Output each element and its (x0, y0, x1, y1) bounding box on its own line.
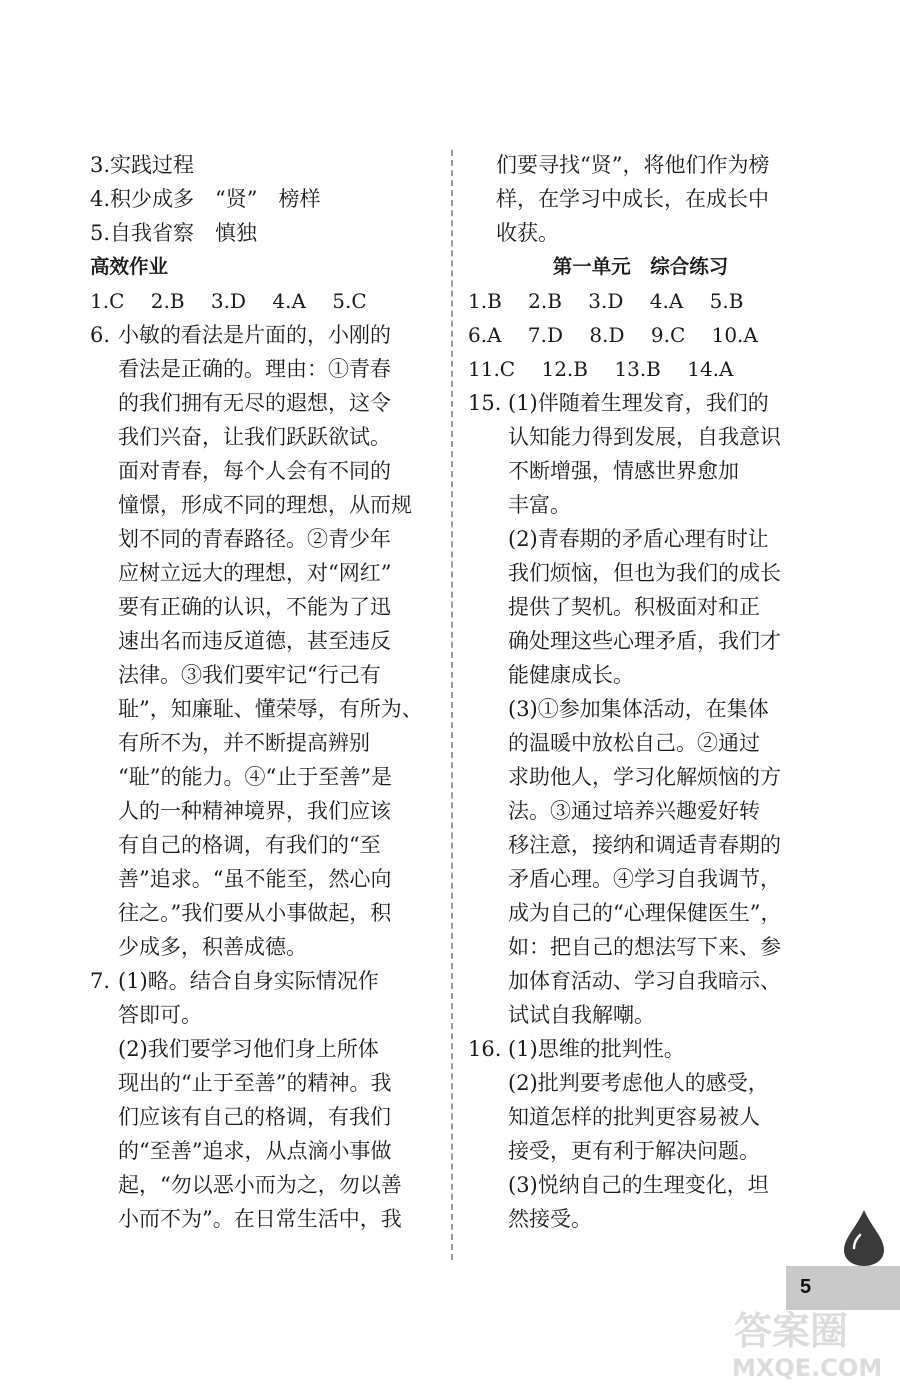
text-line: (2)我们要学习他们身上所体 (118, 1037, 379, 1061)
text-line: 的“至善”追求，从点滴小事做 (118, 1139, 392, 1163)
text-line: 耻”，知廉耻、懂荣辱，有所为、 (118, 697, 423, 721)
text-line: (3)悦纳自己的生理变化，坦 (508, 1173, 769, 1197)
text-line: (1)伴随着生理发育，我们的 (508, 391, 769, 415)
text-line: 接受，更有利于解决问题。 (508, 1139, 760, 1163)
text-line: 知道怎样的批判更容易被人 (508, 1105, 760, 1129)
text-line: 我们烦恼，但也为我们的成长 (508, 561, 781, 585)
mc-answer: 4.A (272, 289, 306, 313)
unit-section-title: 第一单元 综合练习 (552, 255, 729, 278)
answer-part-3 (508, 1168, 813, 1236)
mc-answer-row (468, 284, 813, 318)
mc-answer: 7.D (527, 323, 564, 347)
text-line: 的我们拥有无尽的遐想，这令 (118, 391, 391, 415)
left-column (90, 148, 435, 1236)
question-number: 16. (468, 1037, 502, 1061)
text-line: 求助他人，学习化解烦恼的方 (508, 765, 781, 789)
text-line: (3)①参加集体活动，在集体 (508, 697, 769, 721)
text-line: 小而不为”。在日常生活中，我 (118, 1207, 402, 1231)
watermark-text-top: 答案圈 (734, 1309, 849, 1353)
mc-answer: 1.C (90, 289, 125, 313)
text-line: 面对青春，每个人会有不同的 (118, 459, 391, 483)
text-line: 提供了契机。积极面对和正 (508, 595, 760, 619)
question-number: 7. (90, 969, 111, 993)
mc-answer: 5.B (709, 289, 744, 313)
question-16-answer (468, 1032, 813, 1236)
text-line: 憧憬，形成不同的理想，从而规 (118, 493, 412, 517)
text-line: 小敏的看法是片面的，小刚的 (118, 323, 391, 347)
mc-answer-row (90, 284, 435, 318)
continuation-text (468, 148, 813, 250)
mc-answer: 14.A (687, 357, 734, 381)
column-divider (451, 150, 453, 1260)
mc-answer: 2.B (528, 289, 562, 313)
text-line: (1)思维的批判性。 (508, 1037, 685, 1061)
text-line: 矛盾心理。④学习自我调节， (508, 867, 781, 891)
question-6-answer (90, 318, 435, 964)
text-line: (2)青春期的矛盾心理有时让 (508, 527, 769, 551)
text-line: “耻”的能力。④“止于至善”是 (118, 765, 392, 789)
mc-answer: 10.A (711, 323, 758, 347)
intro-item: 3.实践过程 (90, 153, 195, 177)
text-line: 往之。”我们要从小事做起，积 (118, 901, 392, 925)
watermark-logo (724, 1302, 894, 1382)
text-line: 有所不为，并不断提高辨别 (118, 731, 370, 755)
mc-answer: 8.D (589, 323, 625, 347)
mc-answer: 3.D (210, 289, 247, 313)
text-line: 法。③通过培养兴趣爱好转 (508, 799, 760, 823)
question-number: 6. (90, 323, 111, 347)
intro-item: 5.自我省察 慎独 (90, 221, 258, 245)
text-line: 不断增强，情感世界愈加 (508, 459, 739, 483)
answer-text (118, 318, 435, 964)
text-line: 加体育活动、学习自我暗示、 (508, 969, 781, 993)
text-line: 丰富。 (508, 493, 571, 517)
text-line: 速出名而违反道德，甚至违反 (118, 629, 391, 653)
mc-answer-row (468, 318, 813, 352)
text-line: 少成多，积善成德。 (118, 935, 307, 959)
text-line: 答即可。 (118, 1003, 202, 1027)
text-line: 法律。③我们要牢记“行己有 (118, 663, 381, 687)
mc-answer: 3.D (588, 289, 624, 313)
mc-answer-row (468, 352, 813, 386)
section-heading: 高效作业 (90, 255, 169, 278)
mc-answer: 6.A (468, 323, 502, 347)
text-line: 们应该有自己的格调，有我们 (118, 1105, 391, 1129)
answer-part-3 (508, 692, 813, 1032)
text-line: 划不同的青春路径。②青少年 (118, 527, 391, 551)
mc-answer: 12.B (541, 357, 588, 381)
text-line: 人的一种精神境界，我们应该 (118, 799, 391, 823)
mc-answer: 5.C (332, 289, 367, 313)
question-7-answer (90, 964, 435, 1236)
text-line: 起，“勿以恶小而为之，勿以善 (118, 1173, 402, 1197)
text-line: 试试自我解嘲。 (508, 1003, 655, 1027)
text-line: 成为自己的“心理保健医生”， (508, 901, 782, 925)
text-line: 收获。 (496, 221, 559, 245)
mc-answer: 2.B (150, 289, 185, 313)
droplet-icon (838, 1208, 890, 1268)
text-line: 如：把自己的想法写下来、参 (508, 935, 781, 959)
text-line: 有自己的格调，有我们的“至 (118, 833, 381, 857)
text-line: 样，在学习中成长，在成长中 (496, 187, 769, 211)
page-number: 5 (800, 1276, 812, 1298)
answer-part-1 (118, 964, 435, 1032)
text-line: 认知能力得到发展，自我意识 (508, 425, 781, 449)
text-line: 确处理这些心理矛盾，我们才 (508, 629, 781, 653)
text-line: 我们兴奋，让我们跃跃欲试。 (118, 425, 391, 449)
answer-part-1 (508, 1032, 813, 1066)
answer-part-2 (118, 1032, 435, 1236)
question-15-answer (468, 386, 813, 1032)
text-line: 善”追求。“虽不能至，然心向 (118, 867, 392, 891)
mc-answer: 4.A (649, 289, 684, 313)
text-line: 们要寻找“贤”，将他们作为榜 (496, 153, 770, 177)
answer-part-2 (508, 1066, 813, 1168)
text-line: (2)批判要考虑他人的感受， (508, 1071, 769, 1095)
answer-part-1 (508, 386, 813, 522)
text-line: 现出的“止于至善”的精神。我 (118, 1071, 392, 1095)
text-line: 然接受。 (508, 1207, 592, 1231)
mc-answer: 13.B (614, 357, 661, 381)
text-line: 移注意，接纳和调适青春期的 (508, 833, 781, 857)
intro-item: 4.积少成多 “贤” 榜样 (90, 187, 321, 211)
text-line: 看法是正确的。理由：①青春 (118, 357, 391, 381)
text-line: (1)略。结合自身实际情况作 (118, 969, 379, 993)
text-line: 要有正确的认识，不能为了迅 (118, 595, 391, 619)
mc-answer: 1.B (468, 289, 502, 313)
text-line: 能健康成长。 (508, 663, 634, 687)
right-column (468, 148, 813, 1236)
question-number: 15. (468, 391, 502, 415)
text-line: 应树立远大的理想，对“网红” (118, 561, 392, 585)
watermark-text-bottom: MXQE.COM (732, 1354, 883, 1382)
text-line: 的温暖中放松自己。②通过 (508, 731, 760, 755)
mc-answer: 9.C (650, 323, 686, 347)
mc-answer: 11.C (468, 357, 516, 381)
answer-part-2 (508, 522, 813, 692)
